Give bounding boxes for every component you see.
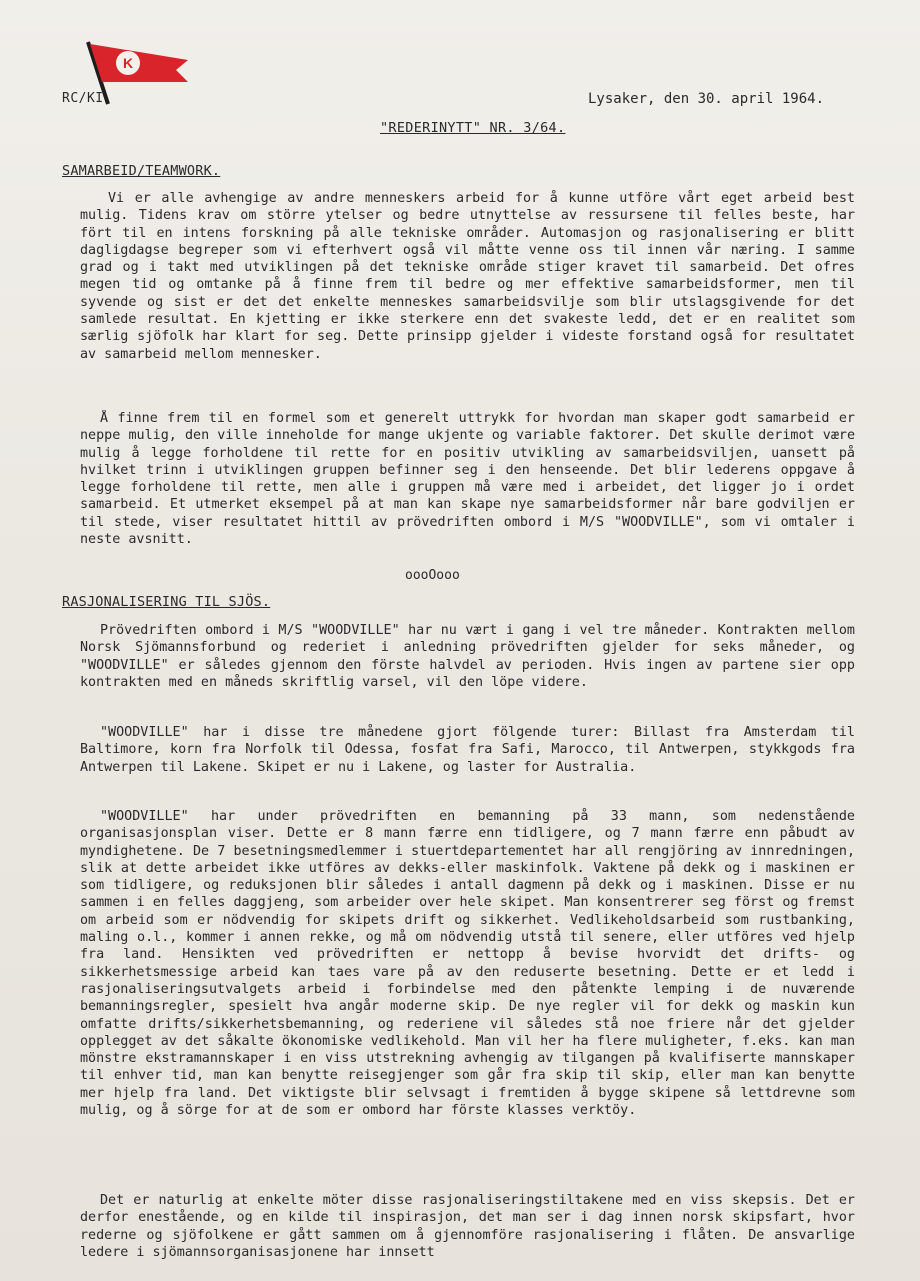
paragraph: Prövedriften ombord i M/S "WOODVILLE" har nu vært i gang i vel tre måneder. Kontrakten mellom Norsk Sjömannsforbund og rederiet i anledning prövedriften gjelder for seks måneder, og "WOODVILLE" er således gjennom den förste halvdel av perioden. Hvis ingen av partene sier opp kontrakten med en måneds skriftlig varsel, vil den löpe videre. [80, 623, 855, 690]
paragraph: Å finne frem til en formel som et generelt uttrykk for hvordan man skaper godt samarbeid er neppe mulig, den ville inneholde for mange ukjente og variable faktorer. Det skulle derimot være mulig å legge forholdene til rette for en positiv utvikling av samarbeidsviljen, uansett på hvilket trinn i utviklingen gruppen befinner seg i den henseende. Det blir lederens oppgave å legge forholdene til rette, men alle i gruppen må være med i arbeidet, det ligger jo i ordet samarbeid. Et utmerket eksempel på at man kan skape nye samarbeidsformer når bare godviljen er til stede, viser resultatet hittil av prövedriften ombord i M/S "WOODVILLE", som vi omtaler i neste avsnitt. [80, 411, 855, 548]
reference-code: RC/KI [62, 91, 104, 106]
paragraph: Det er naturlig at enkelte möter disse rasjonaliseringstiltakene med en viss skepsis. Det er derfor enestående, og en kilde til inspirasjon, det man ser i dag innen norsk skipsfart, hvor rederne og sjöfolkene er gått sammen om å gjennomföre rasjonalisering i flåten. De ansvarlige ledere i sjömannsorganisasjonene har innsett [80, 1193, 855, 1260]
logo-letter: K [122, 55, 134, 71]
dateline: Lysaker, den 30. april 1964. [588, 91, 825, 107]
section-heading-samarbeid: SAMARBEID/TEAMWORK. [62, 163, 221, 179]
section-separator: oooOooo [405, 568, 460, 583]
document-title: "REDERINYTT" NR. 3/64. [380, 120, 566, 136]
section-heading-rasjonalisering: RASJONALISERING TIL SJÖS. [62, 594, 271, 610]
paragraph: "WOODVILLE" har under prövedriften en bemanning på 33 mann, som nedenstående organisasjonsplan viser. Dette er 8 mann færre enn tidligere, og 7 mann færre enn påbudt av myndighetene. De 7 besetningsmedlemmer i stuertdepartementet har all rengjöring av innredningen, slik at dette arbeidet ikke utföres av dekks-eller maskinfolk. Vaktene på dekk og i maskinen er som tidligere, og reduksjonen blir således i antall dagmenn på dekk og i maskinen. Disse er nu sammen i en felles daggjeng, som arbeider over hele skipet. Man konsentrerer seg först og fremst om arbeid som er nödvendig for skipets drift og sikkerhet. Vedlikeholdsarbeid som rustbanking, maling o.l., kommer i annen rekke, og må om nödvendig utstå til senere, eller utföres ved hjelp fra land. Hensikten ved prövedriften er nettopp å bevise hvorvidt det drifts- og sikkerhetsmessige arbeid kan taes vare på av den reduserte besetning. Dette er et ledd i rasjonaliseringsutvalgets arbeid i forbindelse med den påtenkte lemping i de nuværende bemanningsregler, spesielt hva angår moderne skip. De nye regler vil for dekk og maskin kun omfatte drifts/sikkerhetsbemanning, og rederiene vil således stå noe friere når det gjelder opplegget av det såkalte ökonomiske vedlikehold. Man vil her ha flere muligheter, f.eks. kan man mönstre ekstramannskaper i en viss utstrekning avhengig av tilgangen på kvalifiserte mannskaper til enhver tid, man kan benytte reisegjenger som går fra skip til skip, eller man kan benytte mer hjelp fra land. Det viktigste blir selvsagt i fremtiden å bygge skipene så lettdrevne som mulig, og å sörge for at de som er ombord har förste klasses verktöy. [80, 809, 855, 1119]
paragraph: Vi er alle avhengige av andre menneskers arbeid for å kunne utföre vårt eget arbeid best mulig. Tidens krav om större ytelser og bedre utnyttelse av ressursene til felles beste, har fört til en intens forskning på alle tekniske områder. Automasjon og rasjonalisering er blitt dagligdagse begreper som vi efterhvert også vil måtte venne oss til innen vår næring. I samme grad og i takt med utviklingen på det tekniske område stiger kravet til samarbeid. Det ofres megen tid og omtanke på å finne frem til bedre og mer effektive samarbeidsformer, men til syvende og sist er det det enkelte menneskes samarbeidsvilje som blir utslagsgivende for det samlede resultat. En kjetting er ikke sterkere enn det svakeste ledd, det er en realitet som særlig sjöfolk har klart for seg. Dette prinsipp gjelder i videste forstand også for resultatet av samarbeid mellom mennesker. [80, 191, 855, 362]
paragraph: "WOODVILLE" har i disse tre månedene gjort fölgende turer: Billast fra Amsterdam til Baltimore, korn fra Norfolk til Odessa, fosfat fra Safi, Marocco, til Antwerpen, stykkgods fra Antwerpen til Lakene. Skipet er nu i Lakene, og laster for Australia. [80, 725, 855, 775]
